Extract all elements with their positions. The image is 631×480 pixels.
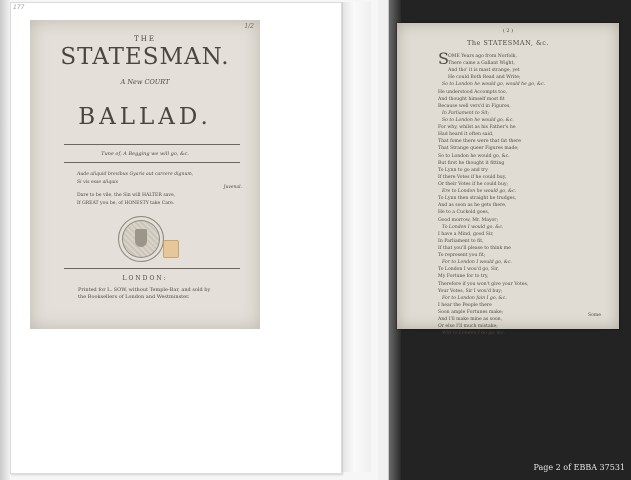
text-line: There came a Gallant Wight, — [448, 61, 515, 67]
text-line: OME Years ago from Norfolk, — [448, 54, 517, 59]
page-edge — [342, 2, 371, 472]
text-line: Or else I'll much mistake; — [438, 324, 498, 330]
page-indicator: Page 2 of EBBA 37531 — [533, 463, 625, 472]
text-line: He could Both Read and Write; — [448, 75, 521, 81]
text-line: So to London he would go, &c. — [438, 153, 510, 159]
rule-3 — [64, 268, 240, 269]
text-line: If there Votes if he could buy, — [438, 174, 507, 180]
text-line: He understood Accompts too, — [438, 89, 508, 95]
text-line: But first he thought it fitting — [438, 160, 505, 166]
text-line: Your Votes, Sir I wou'd buy; — [438, 288, 503, 294]
text-line: And as soon as he gets there, — [438, 203, 507, 209]
imprint — [78, 287, 240, 301]
text-line: So to London he would go, &c. — [442, 117, 514, 123]
motto-line-1: Dare to be vile, the Sin will HALTER save, — [77, 193, 176, 198]
latin-line-1: Aude aliquid brevibus Gyaris aut carcere dignum, — [77, 172, 194, 177]
text-line: And tho' it is mast strange, yet — [448, 68, 520, 74]
text-line: To London I wou'd go, Sir, — [438, 267, 499, 273]
text-line: In Parliament to Sit; — [442, 110, 490, 116]
tune-line: Tune of, A Begging we will go, &c. — [101, 151, 189, 157]
binding-shadow — [0, 0, 10, 480]
text-line: In Parliament to fit, — [438, 238, 484, 244]
running-title: The STATESMAN, &c. — [467, 39, 549, 47]
drop-cap: S — [438, 49, 449, 68]
text-line: And thought himself most fit — [438, 96, 505, 102]
text-line: That fome there were that fat there — [438, 139, 522, 145]
text-line: For to London I would go, &c. — [442, 260, 512, 266]
text-line: Or their Votes if he could buy; — [438, 181, 509, 187]
text-line: Wilt to London I do go, &c. — [442, 331, 506, 337]
text-line: To London I would go, &c. — [442, 224, 504, 230]
imprint-line-2: the Booksellers of London and Westminster. — [78, 294, 190, 300]
text-line: To represent you fit; — [438, 253, 486, 259]
text-line: Soon ample Fortunes make; — [438, 309, 504, 315]
latin-reference: Juvenal. — [223, 185, 242, 190]
imprint-line-1: Printed for L. SOW, without Temple-Bar, and sold by — [78, 287, 211, 293]
imprint-place: LONDON: — [122, 275, 168, 282]
text-line: That Strange queer Figures made; — [438, 146, 519, 152]
crown-stamp-icon — [163, 240, 179, 258]
text-line: I have a Mind, good Sir, — [438, 231, 494, 237]
pencil-note: 177 — [13, 4, 25, 11]
text-line: For to London fain I go, &c. — [442, 295, 507, 301]
subtitle: A New COURT — [120, 78, 170, 86]
rule-1 — [64, 144, 240, 145]
text-line: He to a Cuckold goes, — [438, 210, 490, 216]
text-line: So to London he would go, would he go, &c. — [442, 82, 546, 88]
title-ballad: BALLAD. — [78, 104, 212, 130]
title-the: THE — [134, 35, 156, 43]
text-line: Had heard it often said, — [438, 132, 494, 138]
text-line: If that you'll please to think me — [438, 245, 511, 251]
right-page-view — [389, 0, 631, 480]
text-line: For why, whilst as his Father's he — [438, 125, 516, 131]
text-line: Therefore if you won't give your Votes, — [438, 281, 529, 287]
text-page-scan[interactable] — [397, 23, 619, 337]
catchword: Some — [588, 313, 601, 318]
title-page-scan[interactable] — [30, 20, 260, 329]
text-line: Ere to London he would go, &c. — [442, 189, 517, 195]
text-line: I hear the People there — [438, 302, 492, 308]
text-line: To Lynn to go and try — [438, 167, 488, 173]
rule-2 — [64, 162, 240, 163]
text-line: Good morrow, Mr. Mayor; — [438, 217, 499, 223]
page-number: ( 2 ) — [502, 28, 514, 34]
pane-divider[interactable] — [378, 0, 389, 480]
latin-line-2: Si vis esse aliquis — [77, 180, 118, 185]
text-line: And I'll make mine as soon, — [438, 317, 503, 323]
text-line: To Lynn then straight he trudges, — [438, 196, 517, 202]
motto-line-2: If GREAT you be, of HONESTY take Care. — [77, 201, 175, 206]
title-main: STATESMAN. — [60, 44, 230, 70]
text-line: My Fortune for to try, — [438, 274, 489, 280]
text-line: Because well vers'd in Figures, — [438, 103, 511, 109]
handwritten-mark: 1/2 — [244, 23, 254, 30]
ballad-text — [438, 49, 608, 337]
library-seal-stamp — [118, 216, 164, 262]
